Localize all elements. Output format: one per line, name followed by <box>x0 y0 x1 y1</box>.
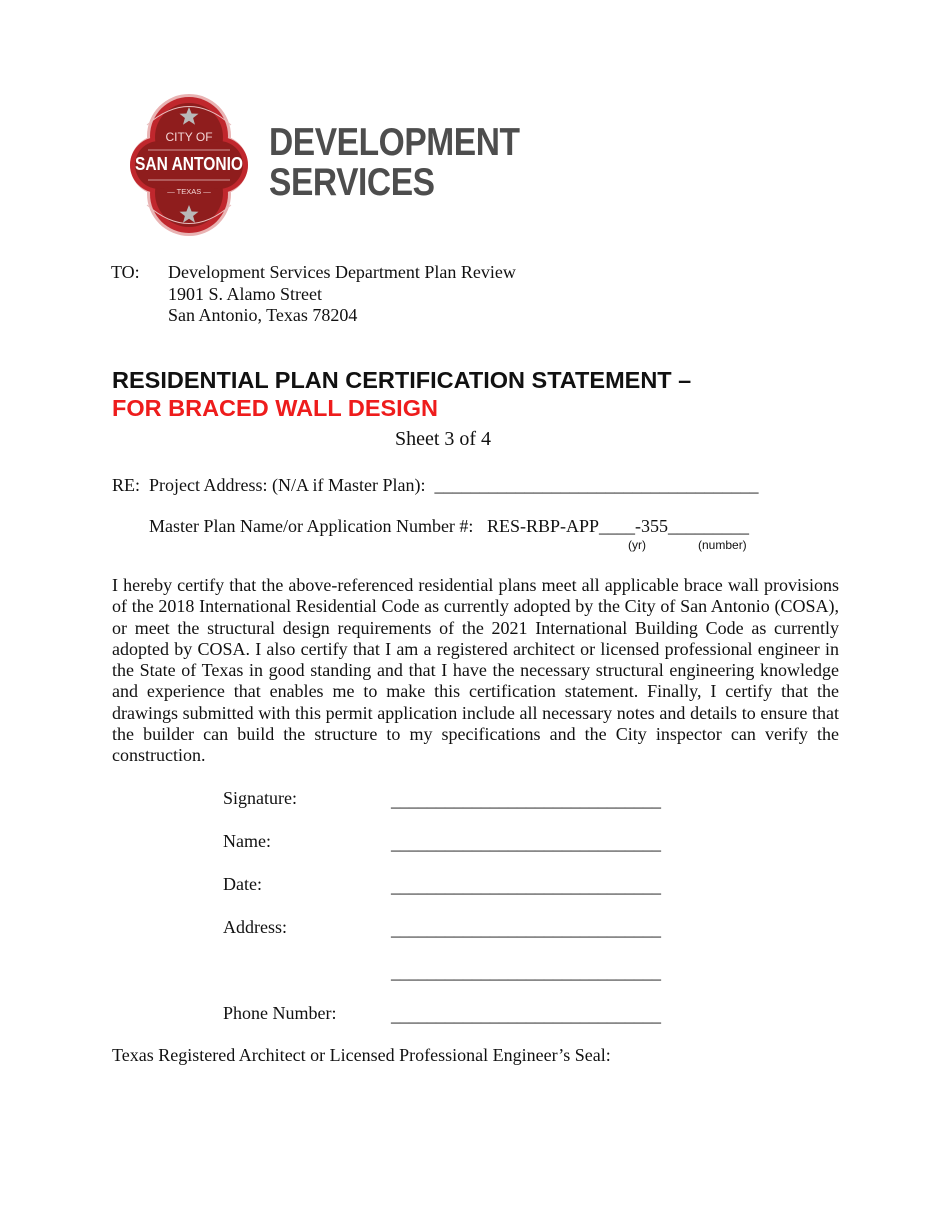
sheet-number: Sheet 3 of 4 <box>394 428 492 450</box>
seal-san-antonio: SAN ANTONIO <box>135 154 243 174</box>
to-label: TO: <box>111 262 140 282</box>
year-caption: (yr) <box>628 538 646 552</box>
address-field-line2[interactable]: ______________________________ <box>391 962 661 982</box>
master-plan-label: Master Plan Name/or Application Number #: <box>149 516 487 536</box>
date-label: Date: <box>223 874 262 894</box>
engineer-seal-label: Texas Registered Architect or Licensed Professional Engineer’s Seal: <box>112 1045 611 1065</box>
name-label: Name: <box>223 831 271 851</box>
name-field[interactable]: ______________________________ <box>391 833 661 853</box>
date-field[interactable]: ______________________________ <box>391 876 661 896</box>
seal-texas: — TEXAS — <box>167 187 211 196</box>
seal-city-of: CITY OF <box>165 130 213 144</box>
address-label: Address: <box>223 917 287 937</box>
project-address-label: RE: Project Address: (N/A if Master Plan): <box>112 475 435 495</box>
title-line2: FOR BRACED WALL DESIGN <box>112 395 438 421</box>
wordmark-line1: DEVELOPMENT <box>269 121 520 164</box>
phone-label: Phone Number: <box>223 1003 337 1023</box>
project-address-field[interactable]: ____________________________________ <box>434 475 759 495</box>
to-department: Development Services Department Plan Review <box>168 262 516 282</box>
development-services-wordmark <box>269 123 520 203</box>
phone-field[interactable]: ______________________________ <box>391 1005 661 1025</box>
signature-field[interactable]: ______________________________ <box>391 790 661 810</box>
to-address-block <box>168 262 516 327</box>
year-field[interactable]: ____ <box>598 516 635 536</box>
to-street: 1901 S. Alamo Street <box>168 283 322 304</box>
address-field-line1[interactable]: ______________________________ <box>391 919 661 939</box>
project-address-row <box>112 475 758 496</box>
title-line1: RESIDENTIAL PLAN CERTIFICATION STATEMENT – <box>112 367 692 393</box>
number-field[interactable]: _________ <box>667 516 749 536</box>
application-middle: -355 <box>634 516 668 536</box>
city-of-san-antonio-seal-logo <box>118 94 260 236</box>
master-plan-row <box>149 516 749 537</box>
to-city: San Antonio, Texas 78204 <box>168 305 358 325</box>
certification-statement: I hereby certify that the above-referenced residential plans meet all applicable brace wall provisions of the 2018 International Residential Code as currently adopted by the City of San Antonio (COSA), or meet the structural design requirements of the 2021 International Building Code as currently adopted by COSA. I also certify that I am a registered architect or licensed professional engineer in the State of Texas in good standing and that I have the necessary structural engineering knowledge and experience that enables me to make this certification statement. Finally, I certify that the drawings submitted with this permit application include all necessary notes and details to ensure that the builder can build the structure to my specifications and the City inspector can verify the construction. <box>112 575 839 766</box>
application-prefix: RES-RBP-APP <box>486 516 599 536</box>
number-caption: (number) <box>698 538 747 552</box>
document-title <box>112 366 691 422</box>
signature-label: Signature: <box>223 788 297 808</box>
wordmark-line2: SERVICES <box>269 161 435 204</box>
